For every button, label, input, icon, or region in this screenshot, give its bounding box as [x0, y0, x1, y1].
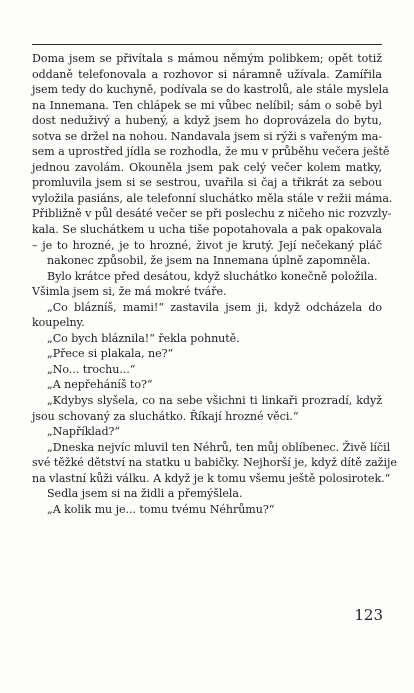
text-line: Všimla jsem si, že má mokré tváře.: [32, 285, 227, 299]
text-line: své těžké dětství na statku u babičky. Nejhorší je, když dítě zažije: [32, 456, 397, 470]
text-line: – je to hrozné, je to hrozné, život je krutý. Její nečekaný pláč: [32, 238, 382, 252]
text-line: koupelny.: [32, 316, 85, 330]
text-line: jsem tedy do kuchyně, podívala se do kastrolů, ale stále myslela: [32, 83, 389, 97]
text-line: Přibližně v půl desáté večer se při poslechu z ničeho nic rozvzly-: [32, 207, 392, 221]
text-line: na vlastní kůži válku. A když je k tomu všemu ještě polosirotek.“: [32, 471, 391, 485]
text-line: Sedla jsem si na židli a přemýšlela.: [47, 487, 243, 501]
text-line: vyložila pasiáns, ale telefonní sluchátko měla stále v režii máma.: [32, 191, 393, 205]
text-line: „Co bych bláznila!“ řekla pohnutě.: [47, 331, 240, 345]
text-line: „Co blázníš, mami!“ zastavila jsem ji, když odcházela do: [47, 300, 382, 314]
text-line: „No... trochu...“: [47, 362, 136, 376]
text-line: Bylo krátce před desátou, když sluchátko konečně položila.: [47, 269, 378, 283]
text-line: „Dneska nejvíc mluvil ten Néhrů, ten můj oblíbenec. Živě líčil: [47, 440, 391, 454]
text-line: jednou zavolám. Okouněla jsem pak celý večer kolem matky,: [32, 160, 382, 174]
header-rule: [32, 44, 382, 45]
body-text: [32, 51, 397, 517]
text-line: Doma jsem se přivítala s mámou němým polibkem; opět totiž: [32, 52, 382, 65]
text-line: dost neduživý a hubený, a když jsem ho doprovázela do bytu,: [32, 114, 382, 128]
text-line: kala. Se sluchátkem u ucha tiše popotahovala a pak opakovala: [32, 223, 382, 237]
text-line: sotva se držel na nohou. Nandavala jsem si rýži s vařeným ma-: [32, 129, 383, 143]
page-number: 123: [354, 606, 383, 624]
text-line: „Přece si plakala, ne?“: [47, 347, 174, 361]
text-line: „A kolik mu je... tomu tvému Néhrůmu?“: [47, 502, 275, 516]
text-line: oddaně telefonovala a rozhovor si náramně užívala. Zamířila: [32, 67, 382, 81]
text-line: promluvila jsem si se sestrou, uvařila si čaj a třikrát za sebou: [32, 176, 382, 190]
text-line: „A nepřeháníš to?“: [47, 378, 153, 392]
text-line: nakonec způsobil, že jsem na Innemana úplně zapomněla.: [47, 254, 371, 268]
text-line: sem a uprostřed jídla se rozhodla, že mu v průběhu večera ještě: [32, 145, 390, 159]
text-line: jsou schovaný za sluchátko. Říkají hrozné věci.“: [32, 409, 299, 423]
text-line: na Innemana. Ten chlápek se mi vůbec nelíbil; sám o sobě byl: [32, 98, 382, 112]
text-line: „Kdybys slyšela, co na sebe všichni ti linkaři prozradí, když: [47, 394, 382, 408]
text-line: „Například?“: [47, 425, 121, 439]
